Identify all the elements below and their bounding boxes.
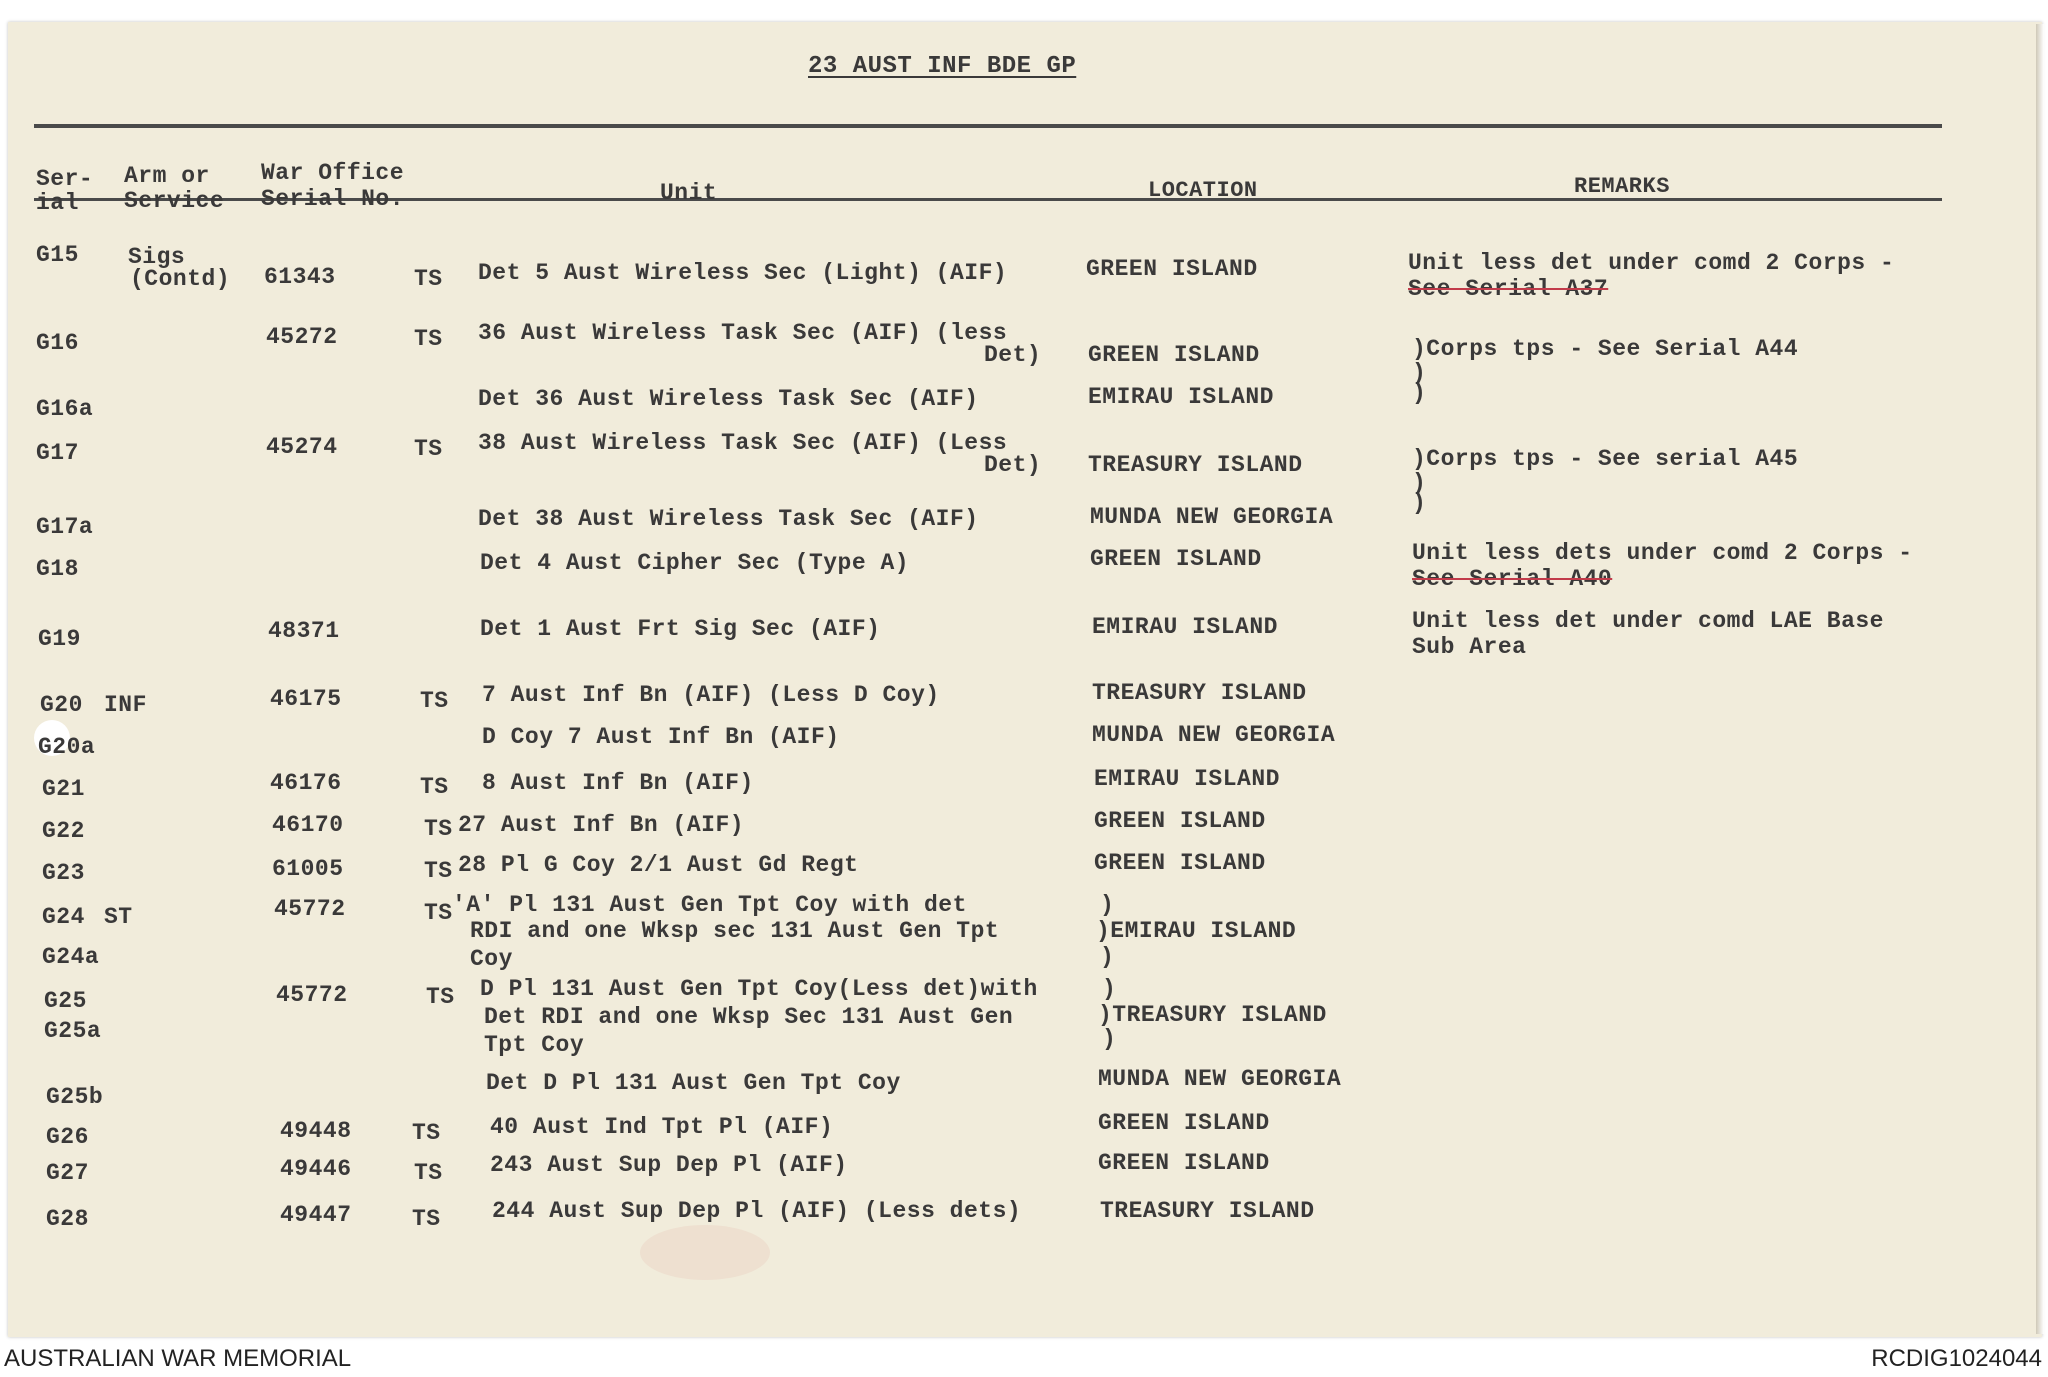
row-location: ) [1102,1026,1117,1052]
row-war-office-serial: 45274 [266,434,338,460]
row-location: TREASURY ISLAND [1088,452,1303,478]
row-ts-mark: TS [420,688,449,714]
header-location: LOCATION [1148,178,1258,203]
row-remarks: )Corps tps - See serial A45 [1412,446,1799,472]
row-unit: Det 36 Aust Wireless Task Sec (AIF) [478,386,979,412]
row-unit: Det) [984,342,1042,368]
row-unit: Tpt Coy [484,1032,585,1058]
row-unit: Det 38 Aust Wireless Task Sec (AIF) [478,506,979,532]
row-war-office-serial: 48371 [268,618,340,644]
row-serial: G18 [36,556,79,582]
row-location: GREEN ISLAND [1090,546,1262,572]
row-ts-mark: TS [412,1206,441,1232]
header-serial-line2: ial [36,190,79,216]
row-unit: Det) [984,452,1042,478]
paper-stain [640,1225,770,1280]
location-bracket: ) [1100,892,1115,918]
row-remarks: ) [1412,470,1427,496]
row-unit: D Pl 131 Aust Gen Tpt Coy(Less det)with [480,976,1038,1002]
row-ts-mark: TS [414,266,443,292]
row-location: GREEN ISLAND [1088,342,1260,368]
row-unit: 36 Aust Wireless Task Sec (AIF) (less [478,320,1008,346]
footer-institution: AUSTRALIAN WAR MEMORIAL [4,1345,352,1372]
header-serial-line1: Ser- [36,166,94,192]
row-unit: 40 Aust Ind Tpt Pl (AIF) [490,1114,834,1140]
row-war-office-serial: 46170 [272,812,344,838]
row-war-office-serial: 49448 [280,1118,352,1144]
row-serial: G20 [40,692,83,718]
row-remarks: See Serial A37 [1408,276,1609,302]
row-location: GREEN ISLAND [1098,1150,1270,1176]
row-unit: 8 Aust Inf Bn (AIF) [482,770,754,796]
row-war-office-serial: 45772 [274,896,346,922]
row-war-office-serial: 49447 [280,1202,352,1228]
row-remarks: Unit less dets under comd 2 Corps - [1412,540,1913,566]
row-unit: 'A' Pl 131 Aust Gen Tpt Coy with det [452,892,967,918]
header-remarks: REMARKS [1574,174,1670,199]
row-ts-mark: TS [424,858,453,884]
row-serial: G15 [36,242,79,268]
row-war-office-serial: 61005 [272,856,344,882]
row-serial: G28 [46,1206,89,1232]
row-location: )TREASURY ISLAND [1098,1002,1327,1028]
row-serial: G24 [42,904,85,930]
row-location: EMIRAU ISLAND [1094,766,1280,792]
row-ts-mark: TS [420,774,449,800]
row-remarks: ) [1412,490,1427,516]
row-arm: INF [104,692,147,718]
row-unit: 243 Aust Sup Dep Pl (AIF) [490,1152,848,1178]
row-serial: G17 [36,440,79,466]
row-location: GREEN ISLAND [1086,256,1258,282]
row-ts-mark: TS [414,1160,443,1186]
row-remarks: ) [1412,380,1427,406]
row-remarks: Sub Area [1412,634,1527,660]
row-serial: G27 [46,1160,89,1186]
row-location: EMIRAU ISLAND [1092,614,1278,640]
row-serial: G17a [36,514,94,540]
row-remarks: See Serial A40 [1412,566,1613,592]
row-ts-mark: TS [424,900,453,926]
row-war-office-serial: 45272 [266,324,338,350]
row-remarks: Unit less det under comd 2 Corps - [1408,250,1895,276]
row-serial: G25a [44,1018,102,1044]
row-war-office-serial: 46176 [270,770,342,796]
header-wo-line1: War Office [261,160,405,186]
row-location: TREASURY ISLAND [1100,1198,1315,1224]
row-location: MUNDA NEW GEORGIA [1098,1066,1342,1092]
row-serial: G16 [36,330,79,356]
row-arm: (Contd) [130,266,231,292]
row-serial: G26 [46,1124,89,1150]
row-location: MUNDA NEW GEORGIA [1092,722,1336,748]
row-location: ) [1100,944,1115,970]
row-unit: 28 Pl G Coy 2/1 Aust Gd Regt [458,852,859,878]
row-remarks: ) [1412,360,1427,386]
row-unit: D Coy 7 Aust Inf Bn (AIF) [482,724,840,750]
row-war-office-serial: 46175 [270,686,342,712]
page-edge-shadow [2036,24,2044,1334]
header-arm-line2: Service [124,188,225,214]
row-unit: RDI and one Wksp sec 131 Aust Gen Tpt [470,918,1000,944]
row-arm: ST [104,904,133,930]
row-location: MUNDA NEW GEORGIA [1090,504,1334,530]
header-wo-line2: Serial No. [261,186,405,212]
row-ts-mark: TS [412,1120,441,1146]
row-unit: 244 Aust Sup Dep Pl (AIF) (Less dets) [492,1198,1022,1224]
row-war-office-serial: 49446 [280,1156,352,1182]
header-unit: Unit [660,180,718,206]
row-unit: Det D Pl 131 Aust Gen Tpt Coy [486,1070,901,1096]
row-location: TREASURY ISLAND [1092,680,1307,706]
row-unit: Det RDI and one Wksp Sec 131 Aust Gen [484,1004,1014,1030]
row-location: EMIRAU ISLAND [1088,384,1274,410]
row-unit: 7 Aust Inf Bn (AIF) (Less D Coy) [482,682,940,708]
row-unit: Det 1 Aust Frt Sig Sec (AIF) [480,616,881,642]
row-unit: Det 4 Aust Cipher Sec (Type A) [480,550,910,576]
row-arm: Sigs [128,244,186,270]
row-serial: G25b [46,1084,104,1110]
row-serial: G23 [42,860,85,886]
document-title: 23 AUST INF BDE GP [808,53,1077,80]
row-war-office-serial: 45772 [276,982,348,1008]
row-unit: Det 5 Aust Wireless Sec (Light) (AIF) [478,260,1008,286]
row-war-office-serial: 61343 [264,264,336,290]
header-arm-line1: Arm or [124,163,210,189]
row-ts-mark: TS [424,816,453,842]
row-serial: G21 [42,776,85,802]
row-ts-mark: TS [414,326,443,352]
row-ts-mark: TS [414,436,443,462]
row-serial: G20a [38,734,96,760]
row-remarks: )Corps tps - See Serial A44 [1412,336,1799,362]
footer-record-id: RCDIG1024044 [1871,1345,2042,1372]
location-bracket: ) [1102,976,1117,1002]
row-location: )EMIRAU ISLAND [1096,918,1297,944]
row-serial: G22 [42,818,85,844]
header-top-rule [34,124,1942,128]
row-serial: G25 [44,988,87,1014]
row-serial: G19 [38,626,81,652]
row-unit: Coy [470,946,513,972]
row-unit: 27 Aust Inf Bn (AIF) [458,812,745,838]
row-location: GREEN ISLAND [1098,1110,1270,1136]
row-serial: G16a [36,396,94,422]
row-ts-mark: TS [426,984,455,1010]
row-serial: G24a [42,944,100,970]
row-location: GREEN ISLAND [1094,808,1266,834]
row-remarks: Unit less det under comd LAE Base [1412,608,1884,634]
row-unit: 38 Aust Wireless Task Sec (AIF) (Less [478,430,1008,456]
row-location: GREEN ISLAND [1094,850,1266,876]
